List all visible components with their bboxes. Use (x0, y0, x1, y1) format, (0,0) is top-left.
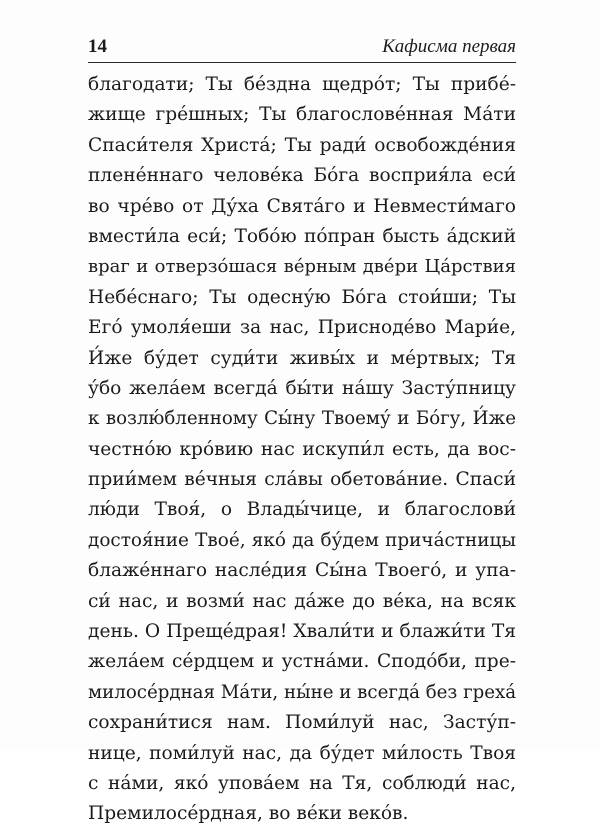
text-line-last: Премилосе́рдная, во ве́ки веко́в. (88, 803, 409, 825)
text-line: И́же бу́дет суди́ти живы́х и ме́ртвых; Тя (88, 347, 516, 369)
text-line: враг и отверзо́шася ве́рным две́ри Ца́рствия (88, 256, 516, 278)
text-line: сохрани́тися нам. Поми́луй нас, Засту́п- (88, 712, 516, 734)
text-line: жела́ем се́рдцем и устна́ми. Сподо́би, пре- (88, 651, 516, 673)
running-title: Кафисма первая (382, 36, 516, 57)
page-number: 14 (88, 36, 107, 57)
text-line: с на́ми, яко́ упова́ем на Тя, соблюди́ нас, (88, 772, 516, 794)
text-line: Его́ умоля́еши за нас, Присноде́во Мари́е, (88, 317, 516, 339)
text-line: си́ нас, и возми́ нас да́же до ве́ка, на всяк (88, 590, 516, 612)
text-line: благодати; Ты бе́здна щедро́т; Ты прибе́- (88, 74, 516, 95)
text-line: жище гре́шных; Ты благослове́нная Ма́ти (88, 104, 516, 126)
text-line: день. О Преще́драя! Хвали́ти и блажи́ти Тя (88, 621, 516, 643)
text-line: к возлю́бленному Сы́ну Твоему́ и Бо́гу, И́же (88, 408, 516, 430)
text-line: честно́ю кро́вию нас искупи́л есть, да вос- (88, 438, 516, 460)
text-line: блаже́ннаго насле́дия Сы́на Твоего́, и упа- (88, 560, 516, 582)
text-line: у́бо жела́ем всегда́ бы́ти на́шу Засту́пницу (88, 377, 516, 399)
page-header (88, 36, 516, 62)
text-line: нице, поми́луй нас, да бу́дет ми́лость Твоя (88, 742, 516, 764)
text-line: прии́мем ве́чныя сла́вы обетова́ние. Спаси́ (88, 469, 516, 491)
text-line: милосе́рдная Ма́ти, ны́не и всегда́ без греха́ (88, 681, 517, 703)
text-line: лю́ди Твоя́, о Влады́чице, и благослови́ (88, 499, 516, 521)
prayer-text (88, 70, 516, 830)
header-rule (88, 62, 516, 63)
text-line: плене́ннаго челове́ка Бо́га восприя́ла еси́ (88, 165, 516, 187)
text-line: Небе́снаго; Ты одесну́ю Бо́га стои́ши; Ты (88, 286, 516, 308)
text-line: вмести́ла еси́; Тобо́ю по́пран бысть а́дский (88, 225, 516, 247)
text-line: во чре́во от Ду́ха Свята́го и Невмести́маго (88, 195, 516, 217)
text-line: Спаси́теля Христа́; Ты ради́ освобожде́ния (88, 134, 516, 156)
text-line: достоя́ние Твое́, яко́ да бу́дем прича́стницы (88, 529, 516, 551)
